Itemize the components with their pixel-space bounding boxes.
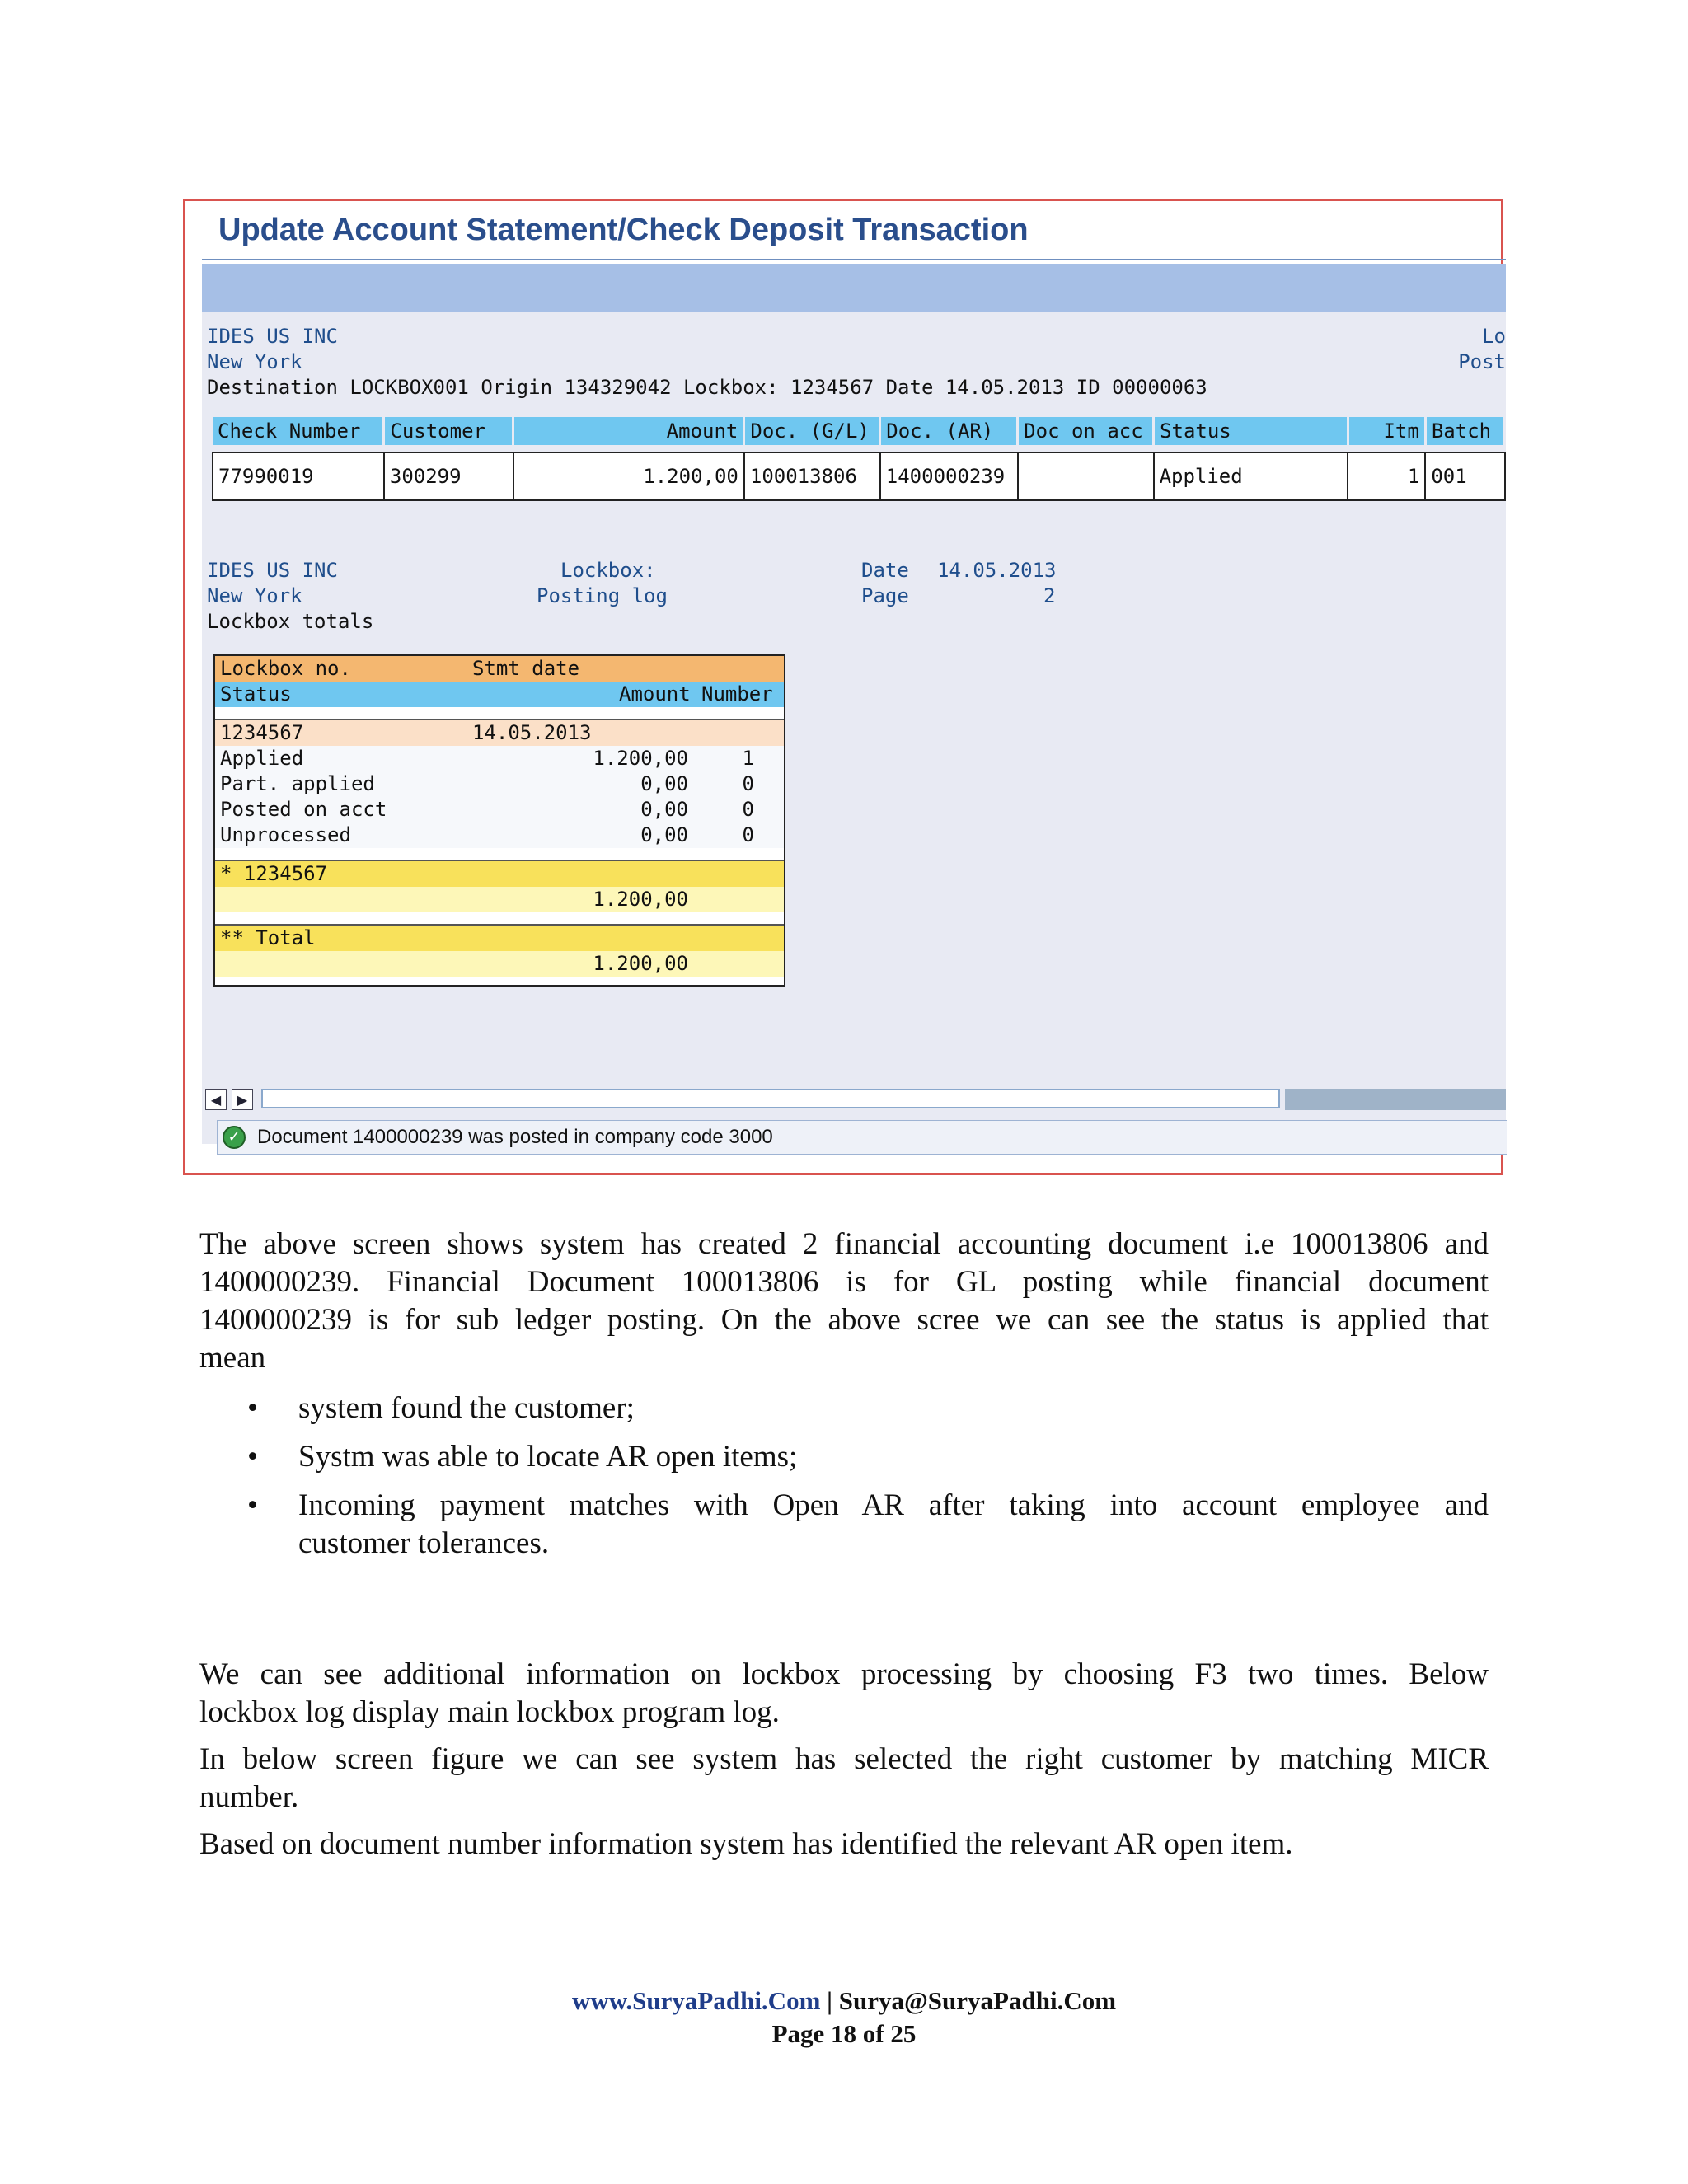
bullet-icon: • bbox=[247, 1488, 258, 1522]
status-number: 0 bbox=[742, 798, 754, 821]
status-bar bbox=[217, 1120, 1507, 1155]
col-status[interactable]: Status bbox=[1154, 417, 1348, 445]
paragraph-line: lockbox log display main lockbox program log. bbox=[199, 1695, 780, 1729]
total-amount-row bbox=[215, 951, 784, 977]
head-amount: Amount bbox=[619, 682, 691, 705]
application-toolbar bbox=[202, 264, 1506, 312]
paragraph-line: In below screen figure we can see system has selected the right customer by matching MICR bbox=[199, 1742, 1489, 1776]
title-divider bbox=[202, 259, 1506, 260]
lockbox-totals-table bbox=[213, 654, 785, 987]
col-doc-gl[interactable]: Doc. (G/L) bbox=[744, 417, 880, 445]
paragraph-line: number. bbox=[199, 1780, 299, 1814]
sap-screenshot bbox=[183, 199, 1506, 1175]
success-check-icon: ✓ bbox=[223, 1126, 246, 1149]
destination-line: Destination LOCKBOX001 Origin 134329042 Lockbox: 1234567 Date 14.05.2013 ID 00000063 bbox=[207, 376, 1207, 399]
website-link[interactable]: www.SuryaPadhi.Com bbox=[571, 1986, 821, 2015]
status-amount: 0,00 bbox=[640, 798, 688, 821]
status-number: 0 bbox=[742, 772, 754, 795]
log-company-name: IDES US INC bbox=[207, 559, 338, 582]
scroll-left-icon[interactable]: ◀ bbox=[205, 1089, 227, 1110]
bullet-text: Incoming payment matches with Open AR after taking into account employee and bbox=[298, 1488, 1489, 1522]
cell-doc-ar: 1400000239 bbox=[880, 452, 1018, 500]
bullet-text: customer tolerances. bbox=[298, 1526, 550, 1560]
head-status: Status bbox=[220, 682, 292, 705]
status-amount: 0,00 bbox=[640, 772, 688, 795]
col-doc-ar[interactable]: Doc. (AR) bbox=[880, 417, 1018, 445]
footer-contact bbox=[0, 1986, 1688, 2016]
list-item bbox=[199, 1438, 1489, 1476]
cell-check-number: 77990019 bbox=[213, 452, 384, 500]
email-link[interactable]: Surya@SuryaPadhi.Com bbox=[838, 1986, 1117, 2015]
table-row[interactable] bbox=[213, 452, 1505, 500]
subtotal-label-row bbox=[215, 861, 784, 887]
status-number: 1 bbox=[742, 747, 754, 770]
bullet-icon: • bbox=[247, 1391, 258, 1425]
paragraph-line: 1400000239 is for sub ledger posting. On the above scree we can see the status is applied that bbox=[199, 1303, 1489, 1337]
grid-header-row bbox=[213, 417, 1505, 445]
status-amount: 0,00 bbox=[640, 823, 688, 846]
paragraph-line: mean bbox=[199, 1341, 266, 1375]
head-lockbox-no: Lockbox no. bbox=[220, 657, 351, 680]
horizontal-scrollbar[interactable] bbox=[202, 1087, 1506, 1112]
cell-customer: 300299 bbox=[384, 452, 513, 500]
screen-title: Update Account Statement/Check Deposit Transaction bbox=[218, 213, 1029, 247]
col-batch[interactable]: Batch bbox=[1425, 417, 1504, 445]
status-number: 0 bbox=[742, 823, 754, 846]
scrollbar-track[interactable] bbox=[1285, 1089, 1506, 1110]
list-item bbox=[215, 771, 784, 797]
col-customer[interactable]: Customer bbox=[384, 417, 513, 445]
page-value: 2 bbox=[1043, 584, 1056, 607]
footer-separator: | bbox=[820, 1986, 839, 2015]
status-label: Posted on acct bbox=[220, 798, 387, 821]
lockbox-date: 14.05.2013 bbox=[472, 721, 592, 744]
cell-amount: 1.200,00 bbox=[513, 452, 744, 500]
bullet-text: Systm was able to locate AR open items; bbox=[298, 1440, 798, 1474]
paragraph-line: We can see additional information on lockbox processing by choosing F3 two times. Below bbox=[199, 1657, 1489, 1691]
list-item bbox=[215, 823, 784, 848]
paragraph-line: The above screen shows system has created 2 financial accounting document i.e 100013806 and bbox=[199, 1227, 1489, 1261]
total-amount: 1.200,00 bbox=[593, 952, 688, 975]
lockbox-row bbox=[215, 720, 784, 746]
lockbox-label: Lockbox: bbox=[560, 559, 656, 582]
date-label: Date bbox=[861, 559, 909, 582]
totals-header-row-2 bbox=[215, 682, 784, 707]
paragraph-1 bbox=[199, 1226, 1489, 1377]
status-label: Applied bbox=[220, 747, 304, 770]
col-amount[interactable]: Amount bbox=[513, 417, 744, 445]
head-stmt-date: Stmt date bbox=[472, 657, 580, 680]
paragraph-line: Based on document number information system has identified the relevant AR open item. bbox=[199, 1827, 1293, 1861]
cell-doc-on-acc bbox=[1018, 452, 1154, 500]
log-company-city: New York bbox=[207, 584, 302, 607]
posting-log-label: Posting log bbox=[537, 584, 668, 607]
lockbox-number: 1234567 bbox=[220, 721, 304, 744]
subtotal-amount: 1.200,00 bbox=[593, 888, 688, 911]
head-number: Number bbox=[701, 682, 773, 705]
company-city: New York bbox=[207, 350, 302, 373]
col-check-number[interactable]: Check Number bbox=[213, 417, 384, 445]
cell-status: Applied bbox=[1154, 452, 1348, 500]
status-message: Document 1400000239 was posted in company code 3000 bbox=[257, 1126, 773, 1148]
col-doc-on-acc[interactable]: Doc on acc bbox=[1018, 417, 1154, 445]
lockbox-totals-label: Lockbox totals bbox=[207, 610, 374, 633]
totals-header-row-1 bbox=[215, 656, 784, 682]
status-label: Unprocessed bbox=[220, 823, 351, 846]
total-label: ** Total bbox=[220, 926, 316, 949]
list-item bbox=[215, 746, 784, 771]
scrollbar-thumb[interactable] bbox=[261, 1089, 1280, 1108]
page-label: Page bbox=[861, 584, 909, 607]
header-right-top: Lo bbox=[1482, 325, 1506, 348]
paragraph-3 bbox=[199, 1741, 1489, 1816]
bullet-list bbox=[199, 1390, 1489, 1573]
cell-doc-gl: 100013806 bbox=[744, 452, 880, 500]
status-amount: 1.200,00 bbox=[593, 747, 688, 770]
date-value: 14.05.2013 bbox=[937, 559, 1057, 582]
company-name: IDES US INC bbox=[207, 325, 338, 348]
status-label: Part. applied bbox=[220, 772, 375, 795]
list-item bbox=[199, 1390, 1489, 1427]
check-deposit-grid bbox=[212, 417, 1506, 501]
bullet-icon: • bbox=[247, 1440, 258, 1474]
col-itm[interactable]: Itm bbox=[1348, 417, 1425, 445]
page-number: Page 18 of 25 bbox=[771, 2019, 917, 2048]
scroll-right-icon[interactable]: ▶ bbox=[232, 1089, 253, 1110]
total-label-row bbox=[215, 926, 784, 951]
paragraph-2 bbox=[199, 1656, 1489, 1732]
subtotal-amount-row bbox=[215, 887, 784, 912]
bullet-text: system found the customer; bbox=[298, 1391, 635, 1425]
header-right-bottom: Post bbox=[1458, 350, 1506, 373]
cell-batch: 001 bbox=[1425, 452, 1504, 500]
paragraph-line: 1400000239. Financial Document 100013806 is for GL posting while financial document bbox=[199, 1265, 1489, 1299]
list-item bbox=[215, 797, 784, 823]
cell-itm: 1 bbox=[1348, 452, 1425, 500]
paragraph-4 bbox=[199, 1825, 1489, 1863]
subtotal-label: * 1234567 bbox=[220, 862, 328, 885]
list-item bbox=[199, 1487, 1489, 1563]
